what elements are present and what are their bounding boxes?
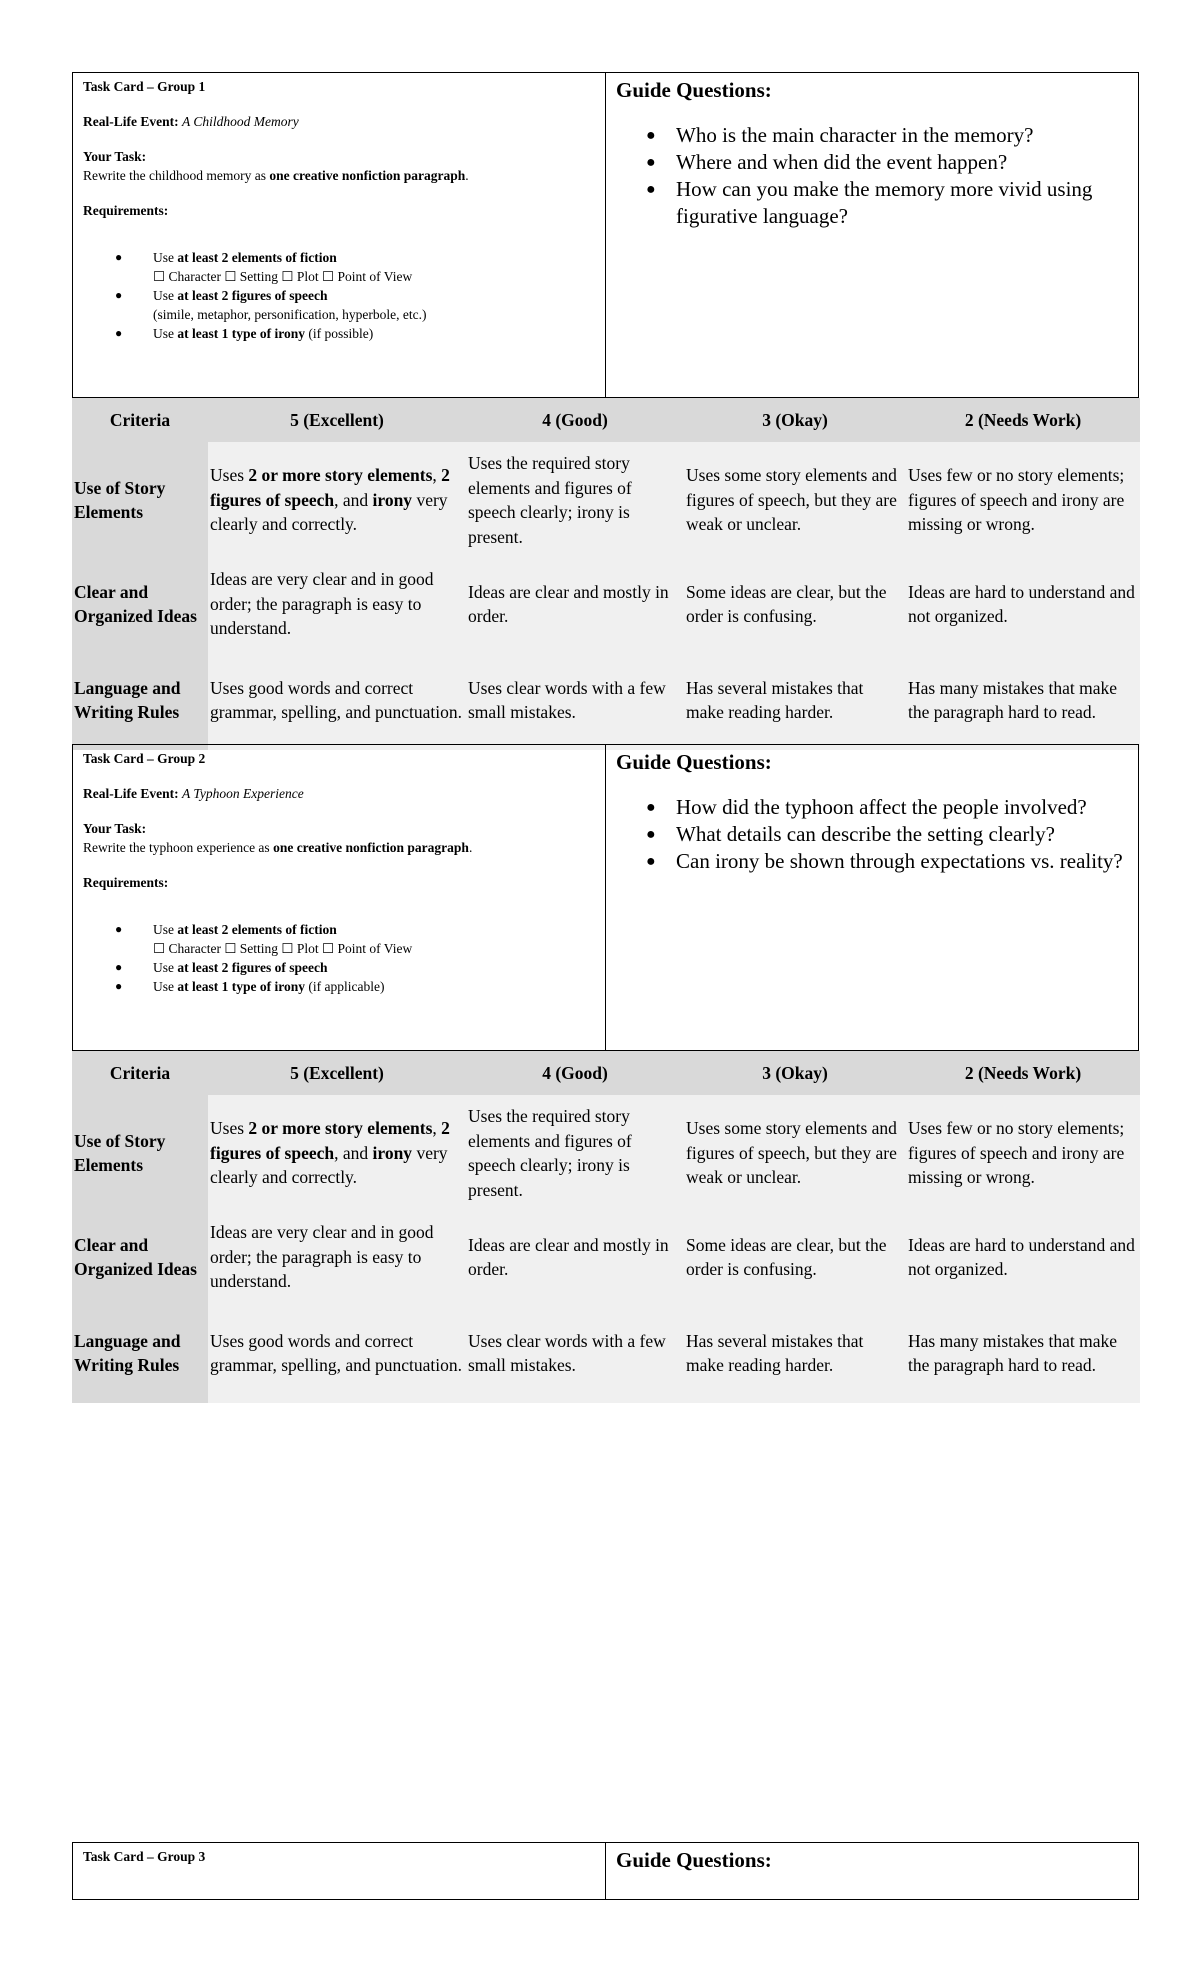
rubric-table (72, 398, 1140, 750)
list-item: ● Use at least 1 type of irony (if applicable) (115, 979, 385, 994)
table-row (72, 1303, 1140, 1403)
guide-questions-title: Guide Questions: (616, 1848, 772, 1872)
header-criteria: Criteria (72, 1051, 208, 1095)
task-card-title: Task Card – Group 3 (83, 1849, 206, 1864)
guide-questions-list (616, 794, 1128, 875)
header-needs-work: 2 (Needs Work) (906, 1051, 1140, 1095)
score-4-cell: Uses clear words with a few small mistakes. (466, 650, 684, 750)
rubric-header-row (72, 398, 1140, 442)
score-2-cell: Ideas are hard to understand and not organized. (906, 558, 1140, 650)
requirements-list (83, 248, 595, 343)
score-3-cell: Uses some story elements and figures of speech, but they are weak or unclear. (684, 1095, 906, 1211)
score-5-cell: Ideas are very clear and in good order; the paragraph is easy to understand. (208, 558, 466, 650)
guide-questions-title: Guide Questions: (616, 750, 772, 774)
table-row (72, 650, 1140, 750)
your-task-label: Your Task: (83, 149, 147, 164)
list-item: ● Can irony be shown through expectations vs. reality? (646, 849, 1123, 873)
score-3-cell: Has several mistakes that make reading harder. (684, 650, 906, 750)
criteria-cell: Language and Writing Rules (72, 650, 208, 750)
header-okay: 3 (Okay) (684, 398, 906, 442)
table-row (72, 442, 1140, 558)
task-card-details (73, 1843, 606, 1899)
list-item: ● Use at least 2 figures of speech (simile, metaphor, personification, hyperbole, etc.) (115, 288, 427, 322)
real-life-event: Real-Life Event: A Childhood Memory (83, 114, 299, 129)
guide-questions-panel (606, 745, 1138, 1050)
list-item: ● Use at least 2 elements of fiction ☐ Character ☐ Setting ☐ Plot ☐ Point of View (115, 922, 413, 956)
list-item: ● Use at least 1 type of irony (if possible) (115, 326, 374, 341)
task-card-details (73, 745, 606, 1050)
header-excellent: 5 (Excellent) (208, 1051, 466, 1095)
list-item: ● How did the typhoon affect the people involved? (646, 795, 1087, 819)
score-5-cell: Uses good words and correct grammar, spelling, and punctuation. (208, 650, 466, 750)
criteria-cell: Clear and Organized Ideas (72, 1211, 208, 1303)
rubric-header-row (72, 1051, 1140, 1095)
your-task-label: Your Task: (83, 821, 147, 836)
score-5-cell: Uses 2 or more story elements, 2 figures of speech, and irony very clearly and correctly. (208, 1095, 466, 1211)
header-good: 4 (Good) (466, 1051, 684, 1095)
requirements-label: Requirements: (83, 875, 169, 890)
score-4-cell: Uses the required story elements and figures of speech clearly; irony is present. (466, 442, 684, 558)
table-row (72, 558, 1140, 650)
header-criteria: Criteria (72, 398, 208, 442)
task-card-group-3 (72, 1842, 1139, 1900)
score-4-cell: Uses clear words with a few small mistakes. (466, 1303, 684, 1403)
criteria-cell: Language and Writing Rules (72, 1303, 208, 1403)
score-2-cell: Has many mistakes that make the paragraph hard to read. (906, 1303, 1140, 1403)
score-5-cell: Ideas are very clear and in good order; the paragraph is easy to understand. (208, 1211, 466, 1303)
task-card-title: Task Card – Group 2 (83, 751, 206, 766)
rubric-table (72, 1051, 1140, 1403)
task-card-title: Task Card – Group 1 (83, 79, 206, 94)
list-item: ● How can you make the memory more vivid using figurative language? (646, 177, 1093, 228)
criteria-cell: Use of Story Elements (72, 1095, 208, 1211)
guide-questions-list (616, 122, 1128, 230)
requirements-list (83, 920, 595, 996)
task-card-group-1 (72, 72, 1139, 398)
score-5-cell: Uses good words and correct grammar, spelling, and punctuation. (208, 1303, 466, 1403)
score-3-cell: Some ideas are clear, but the order is confusing. (684, 1211, 906, 1303)
score-3-cell: Some ideas are clear, but the order is confusing. (684, 558, 906, 650)
score-3-cell: Has several mistakes that make reading harder. (684, 1303, 906, 1403)
score-5-cell: Uses 2 or more story elements, 2 figures of speech, and irony very clearly and correctly. (208, 442, 466, 558)
header-good: 4 (Good) (466, 398, 684, 442)
table-row (72, 1095, 1140, 1211)
your-task-text: Rewrite the childhood memory as one creative nonfiction paragraph. (83, 168, 469, 183)
score-3-cell: Uses some story elements and figures of speech, but they are weak or unclear. (684, 442, 906, 558)
requirements-label: Requirements: (83, 203, 169, 218)
criteria-cell: Use of Story Elements (72, 442, 208, 558)
list-item: ● Where and when did the event happen? (646, 150, 1008, 174)
list-item: ● What details can describe the setting clearly? (646, 822, 1055, 846)
header-okay: 3 (Okay) (684, 1051, 906, 1095)
score-4-cell: Ideas are clear and mostly in order. (466, 1211, 684, 1303)
score-2-cell: Uses few or no story elements; figures of speech and irony are missing or wrong. (906, 442, 1140, 558)
table-row (72, 1211, 1140, 1303)
header-needs-work: 2 (Needs Work) (906, 398, 1140, 442)
list-item: ● Use at least 2 elements of fiction ☐ Character ☐ Setting ☐ Plot ☐ Point of View (115, 250, 413, 284)
score-4-cell: Ideas are clear and mostly in order. (466, 558, 684, 650)
task-card-details (73, 73, 606, 397)
criteria-cell: Clear and Organized Ideas (72, 558, 208, 650)
header-excellent: 5 (Excellent) (208, 398, 466, 442)
score-2-cell: Uses few or no story elements; figures of speech and irony are missing or wrong. (906, 1095, 1140, 1211)
score-4-cell: Uses the required story elements and figures of speech clearly; irony is present. (466, 1095, 684, 1211)
score-2-cell: Has many mistakes that make the paragraph hard to read. (906, 650, 1140, 750)
task-card-group-2 (72, 744, 1139, 1051)
your-task-text: Rewrite the typhoon experience as one creative nonfiction paragraph. (83, 840, 473, 855)
list-item: ● Use at least 2 figures of speech (115, 960, 328, 975)
guide-questions-panel (606, 73, 1138, 397)
guide-questions-panel (606, 1843, 1138, 1899)
score-2-cell: Ideas are hard to understand and not organized. (906, 1211, 1140, 1303)
real-life-event: Real-Life Event: A Typhoon Experience (83, 786, 304, 801)
guide-questions-title: Guide Questions: (616, 78, 772, 102)
list-item: ● Who is the main character in the memory? (646, 123, 1034, 147)
